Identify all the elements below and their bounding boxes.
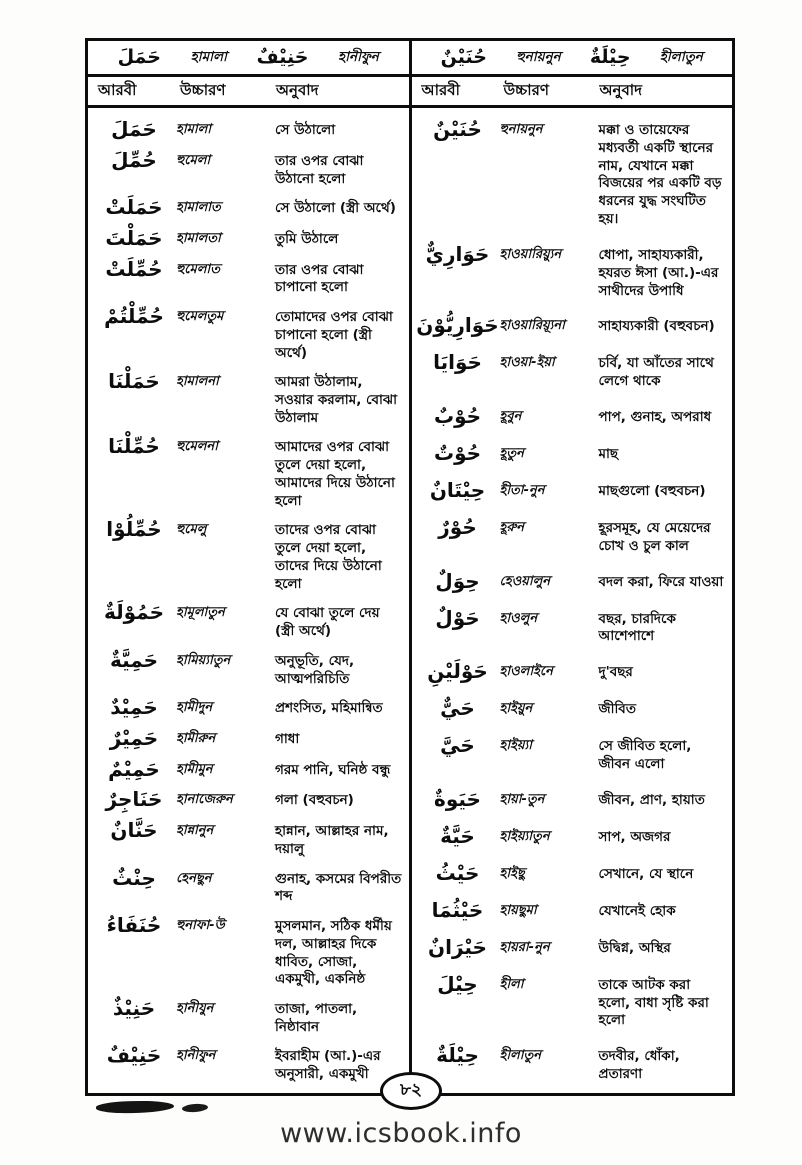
pronunciation: হূরুন bbox=[499, 519, 525, 535]
arabic-word: حَمَلْتَ bbox=[105, 225, 163, 250]
translation: মাছগুলো (বহুবচন) bbox=[598, 482, 706, 499]
column-header-translation: অনুবাদ bbox=[276, 80, 319, 99]
translation: ইবরাহীম (আ.)-এর অনুসারী, একমুখী bbox=[275, 1048, 381, 1083]
dictionary-entry-row bbox=[92, 435, 406, 510]
pronunciation: হায়ছুমা bbox=[499, 902, 537, 918]
dictionary-entry-row bbox=[92, 118, 406, 141]
dictionary-entry-row bbox=[416, 351, 730, 391]
pronunciation: হামীমুন bbox=[176, 761, 213, 777]
translation: তুমি উঠালে bbox=[275, 230, 339, 247]
dictionary-entry-row bbox=[92, 696, 406, 719]
translation: তার ওপর বোঝা উঠানো হলো bbox=[275, 152, 364, 187]
dictionary-entry-row bbox=[416, 314, 730, 337]
dictionary-entry-row bbox=[416, 788, 730, 811]
pronunciation: হাওয়া-ইয়া bbox=[499, 355, 555, 371]
print-artifact bbox=[96, 1100, 174, 1115]
pronunciation: হেওয়ালুন bbox=[499, 573, 551, 589]
dictionary-entry-row bbox=[92, 370, 406, 427]
column-header-row bbox=[88, 77, 732, 108]
arabic-word: حَيَوةٌ bbox=[434, 786, 481, 811]
translation: অনুভূতি, যেদ, আত্মপরিচিতি bbox=[275, 652, 355, 687]
dictionary-entry-row bbox=[92, 196, 406, 219]
arabic-word: حَوَارِيُّوْنَ bbox=[416, 313, 499, 338]
dictionary-entry-row bbox=[416, 1044, 730, 1084]
pronunciation: হুমেলা bbox=[176, 152, 211, 168]
translation: সে উঠালো bbox=[275, 122, 336, 138]
dictionary-entry-row bbox=[92, 518, 406, 593]
pronunciation: হামালনা bbox=[176, 374, 219, 390]
dictionary-entry-row bbox=[92, 997, 406, 1037]
arabic-word: حُمِّلْتُمْ bbox=[104, 304, 164, 328]
translation: বছর, চারদিকে আশেপাশে bbox=[598, 610, 676, 645]
translation: মাছ bbox=[598, 445, 619, 462]
guide-arabic-word: حَمَلَ bbox=[117, 46, 161, 68]
translation: সেখানে, যে স্থানে bbox=[598, 865, 694, 882]
translation: মক্কা ও তায়েফের মধ্যবর্তী একটি স্থানের নাম, যেখানে মক্কা বিজয়ের পর একটি বড় ধরনের যুদ্ধ সংঘটিত হয়। bbox=[598, 122, 722, 228]
arabic-word: حُمِّلُوْا bbox=[106, 517, 162, 542]
guide-pronunciation: হানীফুন bbox=[338, 49, 379, 65]
arabic-word: حِوَلٌ bbox=[435, 568, 480, 593]
arabic-word: حِيْلَةٌ bbox=[436, 1043, 479, 1068]
pronunciation: হামালা bbox=[176, 122, 212, 137]
arabic-word: حَمَلَتْ bbox=[105, 195, 163, 220]
translation: হান্নান, আল্লাহর নাম, দয়ালু bbox=[275, 823, 389, 857]
pronunciation: হানীযুন bbox=[176, 1000, 214, 1016]
column-header-translation: অনুবাদ bbox=[599, 80, 643, 99]
arabic-word: حَوْلَيْنِ bbox=[427, 659, 488, 684]
pronunciation: হাওলাইনে bbox=[499, 664, 553, 680]
dictionary-entry-row bbox=[416, 936, 730, 959]
dictionary-entry-row bbox=[416, 899, 730, 922]
translation: তাদের ওপর বোঝা তুলে দেয়া হলো, তাদের দিয়ে উঠানো হলো bbox=[275, 522, 382, 592]
column-header-arabic: আরবী bbox=[98, 80, 137, 99]
dictionary-entry-row bbox=[416, 825, 730, 848]
pronunciation: হুনায়নুন bbox=[499, 122, 543, 137]
pronunciation: হাইয়ুন bbox=[499, 701, 533, 717]
pronunciation: হাওয়ারিয়্যূনা bbox=[499, 318, 565, 334]
page-number-badge bbox=[380, 1072, 442, 1110]
translation: গাধা bbox=[275, 730, 300, 747]
translation: চর্বি, যা আঁতের সাথে লেগে থাকে bbox=[598, 355, 714, 390]
arabic-word: حَنِيْذٌ bbox=[112, 995, 156, 1020]
arabic-word: حُنَفَاءُ bbox=[106, 912, 162, 937]
arabic-word: حِيْتَانٌ bbox=[429, 477, 486, 502]
guide-pronunciation: হীলাতুন bbox=[659, 49, 703, 65]
dictionary-entry-row bbox=[92, 601, 406, 641]
watermark: www.icsbook.info bbox=[280, 1118, 522, 1149]
arabic-word: حَمِيْدٌ bbox=[110, 695, 158, 720]
arabic-word: حُمِّلَ bbox=[111, 147, 157, 172]
arabic-word: حُوْتٌ bbox=[433, 440, 482, 465]
dictionary-entry-row bbox=[416, 862, 730, 885]
arabic-word: حِيْلَ bbox=[437, 971, 478, 996]
translation: দু'বছর bbox=[598, 664, 633, 681]
pronunciation: হীলা bbox=[499, 976, 524, 992]
guide-left bbox=[88, 41, 412, 74]
guide-pronunciation: হামালা bbox=[190, 49, 227, 65]
column-headers-left bbox=[88, 77, 412, 105]
arabic-word: حَمِيْمٌ bbox=[108, 756, 160, 781]
pronunciation: হূবুন bbox=[499, 408, 522, 424]
dictionary-entry-row bbox=[92, 867, 406, 907]
arabic-word: حُنَيْنٌ bbox=[433, 117, 482, 141]
dictionary-entry-row bbox=[416, 570, 730, 593]
translation: জীবন, প্রাণ, হায়াত bbox=[598, 791, 705, 808]
arabic-word: حَوَايَا bbox=[433, 350, 482, 375]
translation: মুসলমান, সঠিক ধর্মীয় দল, আল্লাহর দিকে ধাবিত, সোজা, একমুখী, একনিষ্ঠ bbox=[275, 917, 392, 988]
dictionary-entry-row bbox=[416, 405, 730, 428]
pronunciation: হূতুন bbox=[499, 445, 524, 461]
translation: সে জীবিত হলো, জীবন এলো bbox=[598, 738, 692, 772]
pronunciation: হান্নানুন bbox=[176, 823, 214, 839]
translation: সাপ, অজগর bbox=[598, 828, 671, 845]
dictionary-entry-row bbox=[416, 734, 730, 774]
dictionary-entry-row bbox=[92, 227, 406, 250]
arabic-word: حَمِيْرٌ bbox=[109, 725, 159, 750]
translation: তাজা, পাতলা, নিষ্ঠাবান bbox=[275, 1000, 358, 1035]
arabic-word: حُمِّلَتْ bbox=[105, 256, 163, 281]
dictionary-entry-row bbox=[92, 758, 406, 781]
translation: আমরা উঠালাম, সওয়ার করলাম, বোঝা উঠালাম bbox=[275, 374, 398, 426]
pronunciation: হাইয়্যা bbox=[499, 738, 533, 754]
translation: হূরসমূহ, যে মেয়েদের চোখ ও চুল কাল bbox=[598, 519, 711, 554]
arabic-word: حِنْثٌ bbox=[112, 865, 156, 890]
dictionary-entry-row bbox=[92, 1044, 406, 1084]
arabic-word: حَمُوْلَةٌ bbox=[104, 600, 164, 625]
arabic-word: حُوْرٌ bbox=[438, 514, 477, 539]
column-header-pronunciation: উচ্চারণ bbox=[180, 80, 226, 99]
dictionary-table bbox=[85, 38, 735, 1100]
dictionary-entry-row bbox=[416, 479, 730, 502]
dictionary-entry-row bbox=[416, 243, 730, 300]
translation: সে উঠালো (স্ত্রী অর্থে) bbox=[275, 200, 396, 217]
translation: সাহায্যকারী (বহুবচন) bbox=[598, 318, 715, 335]
translation: প্রশংসিত, মহিমান্বিত bbox=[275, 700, 383, 717]
dictionary-entry-row bbox=[416, 973, 730, 1030]
dictionary-entry-row bbox=[92, 258, 406, 298]
arabic-word: حَيْثُ bbox=[435, 860, 480, 885]
arabic-word: حَنِيْفٌ bbox=[106, 1043, 162, 1068]
arabic-word: حَمَلَ bbox=[111, 117, 157, 141]
pronunciation: হেনছুন bbox=[176, 870, 212, 886]
pronunciation: হুমেলু bbox=[176, 522, 207, 538]
pronunciation: হুমেলাত bbox=[176, 261, 220, 277]
guide-arabic-word: حِيْلَةٌ bbox=[589, 46, 631, 68]
dictionary-entry-row bbox=[92, 649, 406, 689]
dictionary-entry-row bbox=[416, 660, 730, 683]
translation: উদ্বিগ্ন, অস্থির bbox=[598, 939, 671, 956]
arabic-word: حَيٌّ bbox=[440, 696, 475, 721]
pronunciation: হায়া-তুন bbox=[499, 791, 545, 807]
pronunciation: হীতা-নুন bbox=[499, 482, 545, 498]
arabic-word: حَيْرَانٌ bbox=[428, 934, 487, 959]
guide-right bbox=[412, 41, 733, 74]
translation: গুনাহ, কসমের বিপরীত শব্দ bbox=[275, 870, 402, 905]
translation: গরম পানি, ঘনিষ্ঠ বন্ধু bbox=[275, 761, 391, 778]
column-header-pronunciation: উচ্চারণ bbox=[503, 80, 549, 99]
pronunciation: হামালতা bbox=[176, 230, 221, 246]
pronunciation: হামীরুন bbox=[176, 730, 216, 746]
translation: জীবিত bbox=[598, 701, 636, 718]
arabic-word: حَمَلْنَا bbox=[108, 369, 160, 394]
dictionary-entry-row bbox=[92, 727, 406, 750]
arabic-word: حَيَّةٌ bbox=[440, 823, 475, 848]
pronunciation: হাইছু bbox=[499, 865, 525, 881]
pronunciation: হাওয়ারিয়্যুন bbox=[499, 246, 562, 262]
guide-arabic-word: حُنَيْنٌ bbox=[440, 46, 487, 68]
translation: তার ওপর বোঝা চাপানো হলো bbox=[275, 261, 364, 296]
translation: যে বোঝা তুলে দেয় (স্ত্রী অর্থে) bbox=[275, 605, 380, 640]
pronunciation: হানীফুন bbox=[176, 1048, 216, 1064]
table-body bbox=[88, 108, 732, 1096]
arabic-word: حُمِّلْنَا bbox=[108, 434, 160, 459]
guide-pronunciation: হুনায়নুন bbox=[516, 49, 561, 65]
translation: তাকে আটক করা হলো, বাধা সৃষ্টি করা হলো bbox=[598, 976, 709, 1029]
pronunciation: হায়রা-নুন bbox=[499, 939, 550, 955]
page-number: ৮২ bbox=[399, 1080, 423, 1100]
pronunciation: হামীদুন bbox=[176, 700, 213, 716]
pronunciation: হুমেলতুম bbox=[176, 309, 224, 324]
pronunciation: হাইয়্যাতুন bbox=[499, 828, 550, 844]
pronunciation: হানাজেরুন bbox=[176, 792, 233, 808]
pronunciation: হুনাফা-উ bbox=[176, 917, 225, 933]
pronunciation: হামালাত bbox=[176, 200, 221, 216]
left-column bbox=[88, 108, 412, 1096]
dictionary-entry-row bbox=[92, 788, 406, 811]
translation: ধোপা, সাহায্যকারী, হযরত ঈসা (আ.)-এর সাথীদের উপাধি bbox=[598, 246, 719, 299]
arabic-word: حَيْثُمَا bbox=[431, 897, 484, 922]
print-artifact bbox=[182, 1103, 208, 1113]
pronunciation: হুমেলনা bbox=[176, 439, 218, 455]
arabic-word: حَمِيَّةٌ bbox=[109, 647, 159, 672]
dictionary-entry-row bbox=[92, 305, 406, 362]
pronunciation: হামিয়্যাতুন bbox=[176, 652, 231, 668]
column-headers-right bbox=[412, 77, 733, 105]
pronunciation: হীলাতুন bbox=[499, 1048, 542, 1064]
translation: যেখানেই হোক bbox=[598, 902, 676, 919]
dictionary-entry-row bbox=[92, 819, 406, 859]
pronunciation: হাওলুন bbox=[499, 610, 538, 626]
dictionary-entry-row bbox=[416, 607, 730, 647]
pronunciation: হামূলাতুন bbox=[176, 605, 225, 621]
arabic-word: حَنَاجِرٌ bbox=[105, 787, 163, 812]
translation: গলা (বহুবচন) bbox=[275, 792, 354, 809]
column-header-arabic: আরবী bbox=[421, 80, 460, 99]
dictionary-entry-row bbox=[92, 914, 406, 989]
translation: বদল করা, ফিরে যাওয়া bbox=[598, 573, 724, 590]
guide-arabic-word: حَنِيْفٌ bbox=[256, 46, 309, 68]
guide-word-row bbox=[88, 41, 732, 77]
right-column bbox=[412, 108, 733, 1096]
translation: তদবীর, ধোঁকা, প্রতারণা bbox=[598, 1048, 680, 1083]
arabic-word: حَوَارِيٌّ bbox=[425, 241, 490, 266]
arabic-word: حَوْلٌ bbox=[435, 605, 480, 630]
translation: আমাদের ওপর বোঝা তুলে দেয়া হলো, আমাদের দিয়ে উঠানো হলো bbox=[275, 439, 395, 509]
dictionary-entry-row bbox=[416, 516, 730, 556]
arabic-word: حُوْبٌ bbox=[433, 403, 482, 428]
dictionary-entry-row bbox=[416, 118, 730, 229]
dictionary-entry-row bbox=[416, 442, 730, 465]
arabic-word: حَيَّ bbox=[440, 733, 475, 758]
dictionary-entry-row bbox=[416, 697, 730, 720]
translation: পাপ, গুনাহ, অপরাধ bbox=[598, 408, 712, 425]
arabic-word: حَنَّانٌ bbox=[110, 818, 158, 843]
translation: তোমাদের ওপর বোঝা চাপানো হলো (স্ত্রী অর্থে) bbox=[275, 309, 393, 361]
dictionary-entry-row bbox=[92, 149, 406, 189]
